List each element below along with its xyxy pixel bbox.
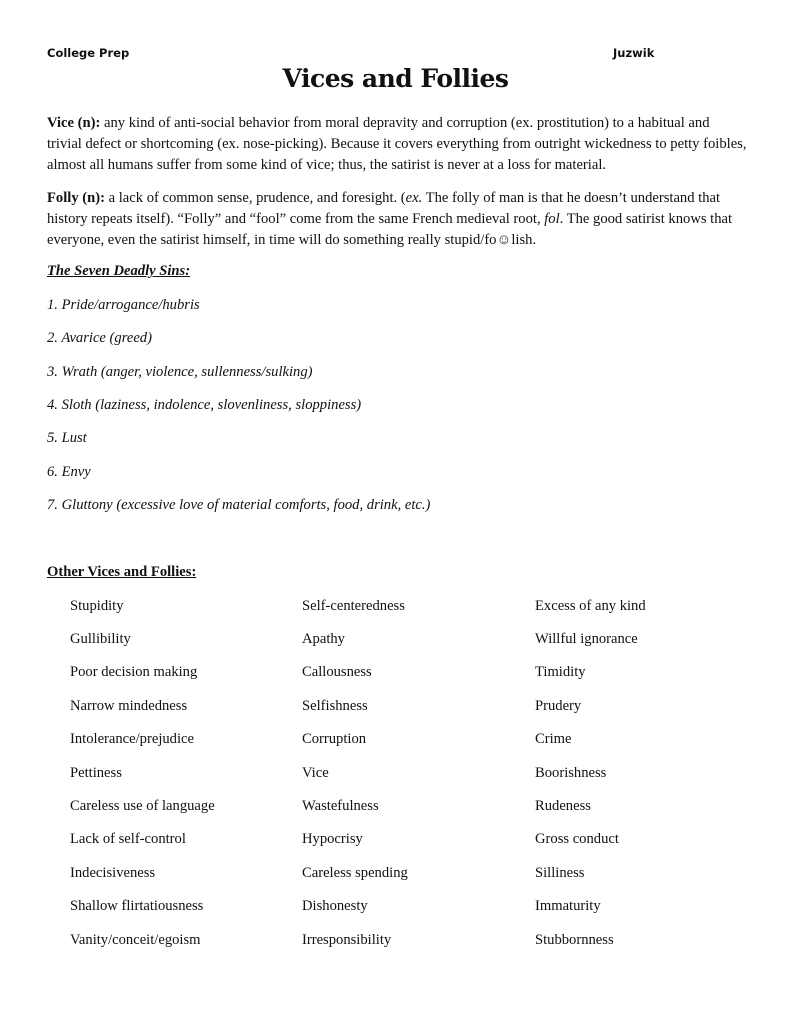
vice-list-item: Rudeness — [535, 798, 591, 814]
folly-term: Folly (n): — [47, 190, 105, 206]
vice-list-item: Boorishness — [535, 765, 607, 781]
vice-list-item: Vanity/conceit/egoism — [70, 932, 201, 948]
vice-list-item: Silliness — [535, 865, 585, 881]
vice-definition — [47, 113, 747, 176]
vice-list-item: Stupidity — [70, 598, 124, 614]
sin-item-4: 4. Sloth (laziness, indolence, slovenliness, sloppiness) — [47, 397, 362, 413]
folly-root-word: fol — [544, 211, 560, 227]
vice-list-item: Timidity — [535, 664, 586, 680]
vice-list-item: Irresponsibility — [302, 932, 392, 948]
other-vices-heading: Other Vices and Follies: — [47, 564, 197, 580]
vice-list-item: Poor decision making — [70, 664, 198, 680]
vice-list-item: Dishonesty — [302, 898, 368, 914]
sin-item-5: 5. Lust — [47, 430, 87, 446]
vice-list-item: Careless use of language — [70, 798, 215, 814]
folly-definition — [47, 188, 747, 251]
vice-list-item: Selfishness — [302, 698, 368, 714]
vice-list-item: Gullibility — [70, 631, 131, 647]
vice-list-item: Vice — [302, 765, 329, 781]
vice-list-item: Wastefulness — [302, 798, 379, 814]
vice-term: Vice (n): — [47, 115, 101, 131]
folly-definition-text-c: . The good satirist knows that everyone, even the satirist himself, in time will do something really stupid/fo☺lish. — [47, 211, 733, 248]
vice-definition-text: any kind of anti-social behavior from moral depravity and corruption (ex. prostitution) to a habitual and trivial defect or shortcoming (ex. nose-picking). Because it covers everything from outright wickedness to petty foibles, almost all humans suffer from some kind of vice; thus, the satirist is never at a loss for material. — [47, 115, 747, 173]
vice-list-item: Crime — [535, 731, 572, 747]
vice-list-item: Stubbornness — [535, 932, 614, 948]
vice-list-item: Shallow flirtatiousness — [70, 898, 204, 914]
seven-sins-heading: The Seven Deadly Sins: — [47, 263, 191, 279]
vice-list-item: Callousness — [302, 664, 372, 680]
vice-list-item: Apathy — [302, 631, 345, 647]
vice-list-item: Self-centeredness — [302, 598, 405, 614]
vice-list-item: Prudery — [535, 698, 582, 714]
folly-ex-label: ex. — [405, 190, 423, 206]
teacher-name: Juzwik — [613, 46, 655, 60]
vice-list-item: Pettiness — [70, 765, 122, 781]
sin-item-6: 6. Envy — [47, 464, 91, 480]
vice-list-item: Lack of self-control — [70, 831, 186, 847]
folly-definition-text-a: a lack of common sense, prudence, and foresight. ( — [108, 190, 406, 206]
vice-list-item: Hypocrisy — [302, 831, 363, 847]
sin-item-3: 3. Wrath (anger, violence, sullenness/sulking) — [47, 364, 313, 380]
vice-list-item: Willful ignorance — [535, 631, 638, 647]
vice-list-item: Indecisiveness — [70, 865, 156, 881]
course-label: College Prep — [47, 46, 130, 60]
page-title: Vices and Follies — [282, 64, 509, 93]
vice-list-item: Gross conduct — [535, 831, 619, 847]
vice-list-item: Excess of any kind — [535, 598, 646, 614]
sin-item-7: 7. Gluttony (excessive love of material comforts, food, drink, etc.) — [47, 497, 431, 513]
sin-item-1: 1. Pride/arrogance/hubris — [47, 297, 200, 313]
folly-definition-text-b: The folly of man is that he doesn’t understand that history repeats itself). “Folly” and “fool” come from the same French medieval root, — [47, 190, 721, 227]
vice-list-item: Careless spending — [302, 865, 408, 881]
sin-item-2: 2. Avarice (greed) — [47, 330, 152, 346]
vice-list-item: Intolerance/prejudice — [70, 731, 194, 747]
vice-list-item: Corruption — [302, 731, 367, 747]
vice-list-item: Narrow mindedness — [70, 698, 188, 714]
vice-list-item: Immaturity — [535, 898, 601, 914]
